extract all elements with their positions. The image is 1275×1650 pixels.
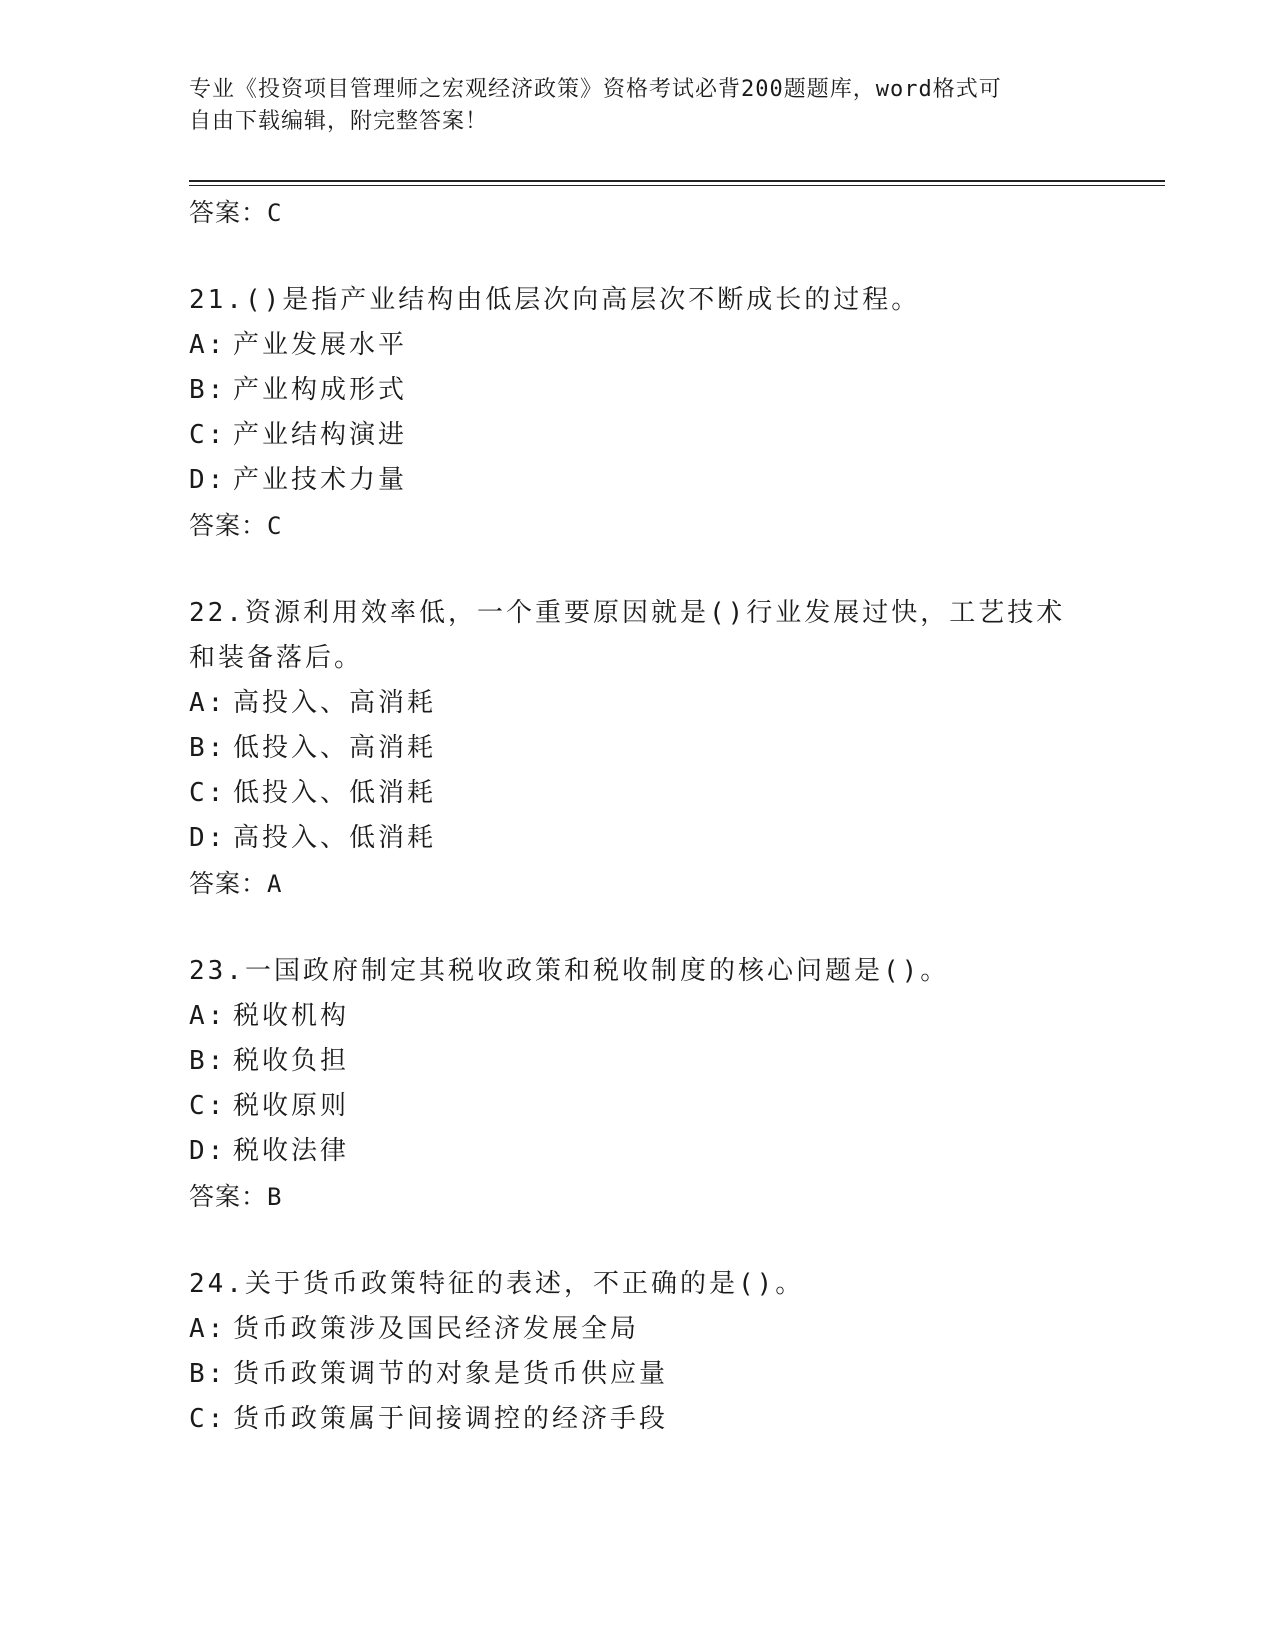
question-text: 22.资源利用效率低，一个重要原因就是()行业发展过快，工艺技术和装备落后。 <box>189 598 1066 673</box>
answer-value: A <box>267 870 283 898</box>
question-block <box>189 591 1089 907</box>
answer-label: 答案： <box>189 1182 268 1211</box>
option-a <box>189 681 1089 726</box>
option-letter: C: <box>189 778 227 808</box>
option-text: 高投入、高消耗 <box>233 688 437 718</box>
option-text: 低投入、低消耗 <box>233 778 437 808</box>
option-letter: C: <box>189 420 227 450</box>
question-list <box>189 190 1089 1442</box>
question-text: 23.一国政府制定其税收政策和税收制度的核心问题是()。 <box>189 956 950 986</box>
option-a <box>189 994 1089 1039</box>
option-text: 税收原则 <box>233 1091 350 1121</box>
option-c <box>189 1397 1089 1442</box>
question-block <box>189 1262 1089 1442</box>
option-b <box>189 726 1089 771</box>
option-b <box>189 1039 1089 1084</box>
option-text: 税收法律 <box>233 1136 350 1166</box>
option-letter: B: <box>189 1359 227 1389</box>
option-text: 产业发展水平 <box>233 330 408 360</box>
answer-value: C <box>267 512 283 540</box>
option-letter: D: <box>189 823 227 853</box>
answer-label: 答案： <box>189 198 268 227</box>
answer-line <box>189 190 1089 236</box>
option-a <box>189 1307 1089 1352</box>
answer-line <box>189 861 1089 907</box>
option-letter: D: <box>189 465 227 495</box>
option-letter: C: <box>189 1091 227 1121</box>
question-text: 21.()是指产业结构由低层次向高层次不断成长的过程。 <box>189 285 921 315</box>
header-divider-thin <box>189 185 1165 186</box>
option-letter: B: <box>189 733 227 763</box>
option-letter: A: <box>189 1001 227 1031</box>
option-text: 高投入、低消耗 <box>233 823 437 853</box>
question-block <box>189 949 1089 1220</box>
header-line-2: 自由下载编辑，附完整答案！ <box>189 109 489 134</box>
option-text: 货币政策调节的对象是货币供应量 <box>233 1359 669 1389</box>
option-text: 货币政策属于间接调控的经济手段 <box>233 1404 669 1434</box>
answer-value: B <box>267 1183 283 1211</box>
option-letter: A: <box>189 688 227 718</box>
option-c <box>189 1084 1089 1129</box>
question-block <box>189 278 1089 549</box>
option-text: 税收机构 <box>233 1001 350 1031</box>
option-text: 产业结构演进 <box>233 420 408 450</box>
question-text: 24.关于货币政策特征的表述，不正确的是()。 <box>189 1269 805 1299</box>
answer-line <box>189 503 1089 549</box>
option-b <box>189 368 1089 413</box>
answer-label: 答案： <box>189 869 268 898</box>
answer-value: C <box>267 199 283 227</box>
option-letter: C: <box>189 1404 227 1434</box>
answer-line <box>189 1174 1089 1220</box>
option-letter: A: <box>189 330 227 360</box>
option-text: 税收负担 <box>233 1046 350 1076</box>
option-d <box>189 458 1089 503</box>
option-letter: D: <box>189 1136 227 1166</box>
option-c <box>189 771 1089 816</box>
option-text: 产业技术力量 <box>233 465 408 495</box>
header-line-1: 专业《投资项目管理师之宏观经济政策》资格考试必背200题题库，word格式可 <box>189 77 1002 102</box>
header-divider-thick <box>189 180 1165 182</box>
option-letter: B: <box>189 1046 227 1076</box>
option-c <box>189 413 1089 458</box>
option-text: 产业构成形式 <box>233 375 408 405</box>
option-letter: A: <box>189 1314 227 1344</box>
option-a <box>189 323 1089 368</box>
option-letter: B: <box>189 375 227 405</box>
answer-label: 答案： <box>189 511 268 540</box>
option-b <box>189 1352 1089 1397</box>
option-d <box>189 816 1089 861</box>
document-header <box>189 74 1089 138</box>
option-d <box>189 1129 1089 1174</box>
option-text: 低投入、高消耗 <box>233 733 437 763</box>
option-text: 货币政策涉及国民经济发展全局 <box>233 1314 640 1344</box>
